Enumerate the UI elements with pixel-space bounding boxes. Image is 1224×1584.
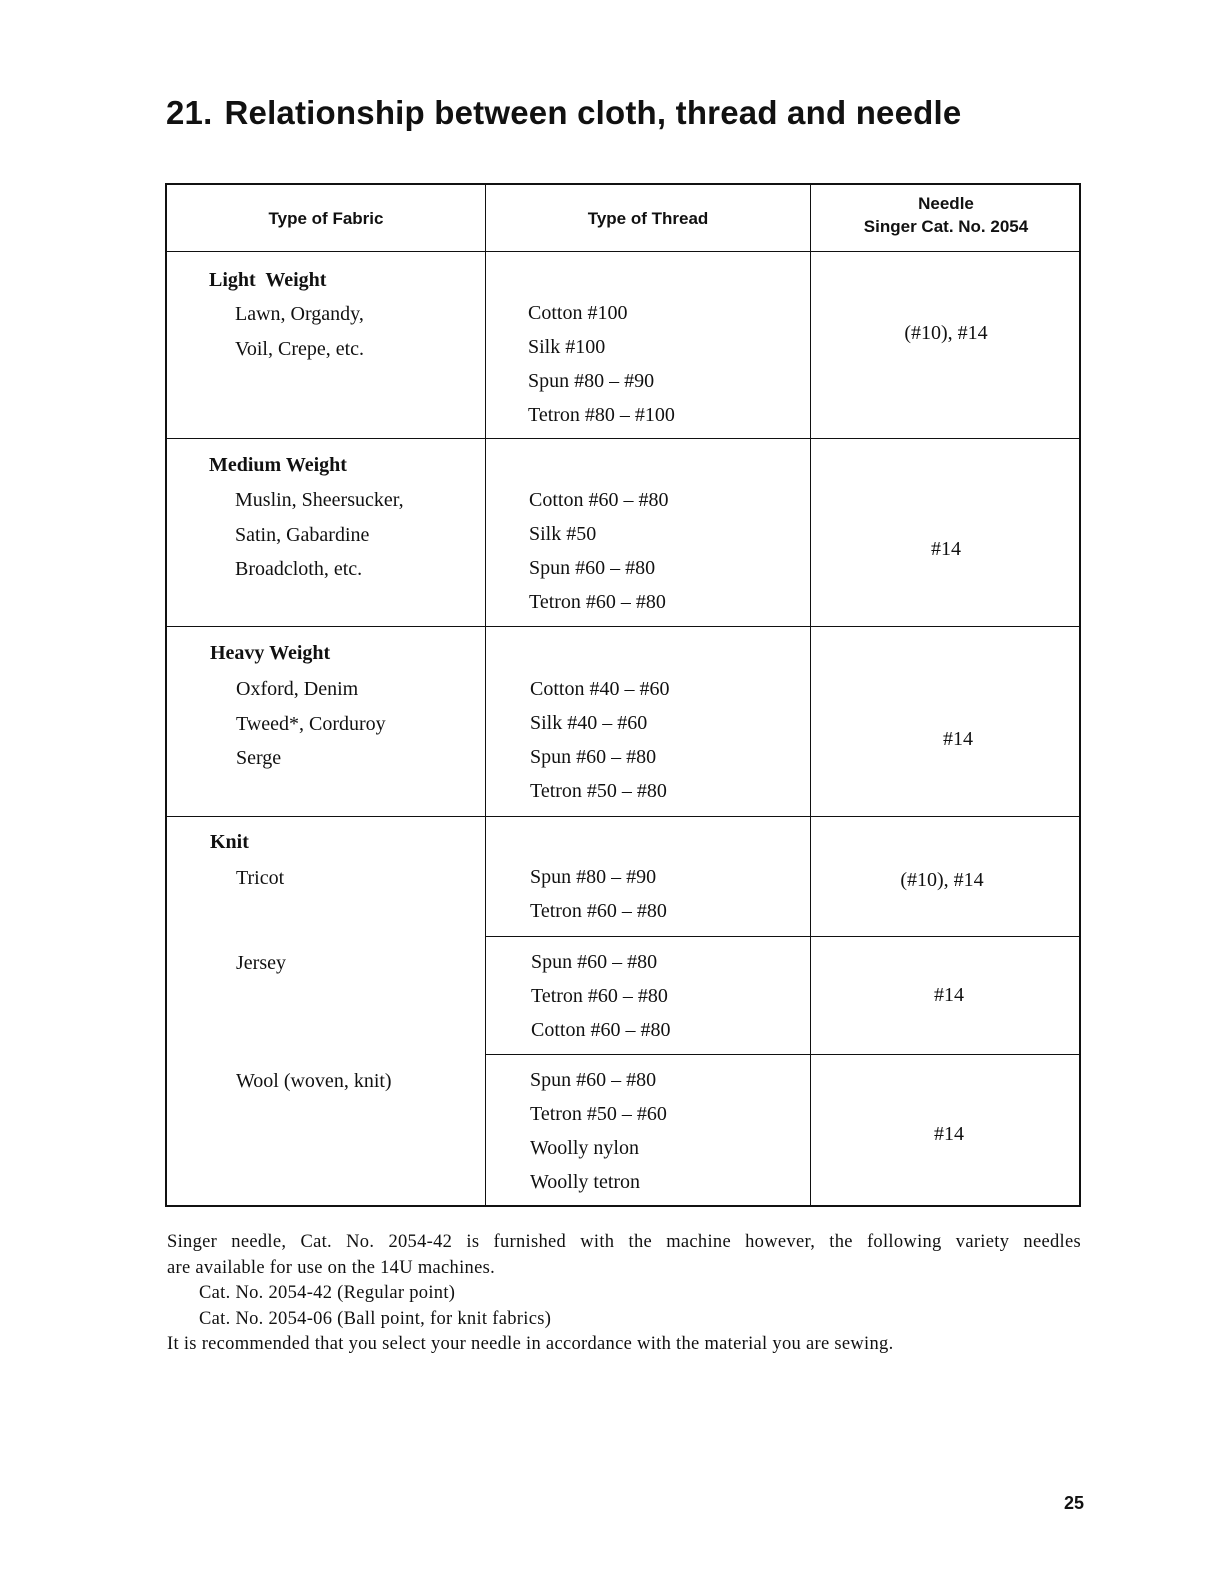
needle-size: #14 <box>934 1123 964 1145</box>
note-line: are available for use on the 14U machines. <box>167 1257 496 1278</box>
category-medium-weight: Medium Weight <box>209 454 347 476</box>
fabric-list: Lawn, Organdy, Voil, Crepe, etc. <box>235 303 365 360</box>
header-needle: Needle Singer Cat. No. 2054 <box>863 194 1029 236</box>
thread-list: Spun #60 – #80 Tetron #60 – #80 Cotton #60 – #80 <box>531 951 671 1041</box>
thread-list: Cotton #60 – #80 Silk #50 Spun #60 – #80 Tetron #60 – #80 <box>529 489 669 613</box>
needle-size: (#10), #14 <box>904 322 988 344</box>
header-divider <box>167 251 1079 252</box>
note-line: Singer needle, Cat. No. 2054-42 is furnished with the machine however, the following variety needles <box>167 1232 1081 1252</box>
needle-size: #14 <box>943 728 973 750</box>
note-line: It is recommended that you select your needle in accordance with the material you are sewing. <box>167 1334 894 1354</box>
thread-list: Spun #80 – #90 Tetron #60 – #80 <box>530 866 667 922</box>
page-number: 25 <box>1064 1493 1085 1513</box>
column-divider <box>485 185 486 1205</box>
fabric-tricot: Tricot <box>236 867 285 889</box>
category-heavy-weight: Heavy Weight <box>210 642 331 664</box>
row-divider <box>486 936 1079 937</box>
header-fabric: Type of Fabric <box>268 209 384 228</box>
row-divider <box>167 438 1079 439</box>
note-line: Cat. No. 2054-06 (Ball point, for knit fabrics) <box>199 1308 552 1329</box>
header-thread: Type of Thread <box>587 209 709 228</box>
fabric-list: Muslin, Sheersucker, Satin, Gabardine Broadcloth, etc. <box>235 489 404 580</box>
note-line: Cat. No. 2054-42 (Regular point) <box>199 1283 456 1303</box>
row-divider <box>167 626 1079 627</box>
needle-size: #14 <box>931 538 961 560</box>
thread-list: Spun #60 – #80 Tetron #50 – #60 Woolly nylon Woolly tetron <box>530 1069 667 1193</box>
needle-size: (#10), #14 <box>900 869 984 891</box>
category-knit: Knit <box>210 831 249 853</box>
row-divider <box>486 1054 1079 1055</box>
thread-list: Cotton #40 – #60 Silk #40 – #60 Spun #60 – #80 Tetron #50 – #80 <box>530 678 670 802</box>
fabric-list: Oxford, Denim Tweed*, Corduroy Serge <box>236 678 386 769</box>
section-number: 21. <box>166 94 213 131</box>
fabric-jersey: Jersey <box>236 952 286 974</box>
fabric-wool: Wool (woven, knit) <box>236 1070 392 1092</box>
fabric-thread-needle-table <box>165 183 1081 1207</box>
section-title: Relationship between cloth, thread and needle <box>224 94 962 131</box>
page-title <box>166 94 961 132</box>
needle-size: #14 <box>934 984 964 1006</box>
category-light-weight: Light Weight <box>209 269 327 291</box>
thread-list: Cotton #100 Silk #100 Spun #80 – #90 Tetron #80 – #100 <box>528 302 675 426</box>
notes <box>167 1230 1081 1358</box>
row-divider <box>167 816 1079 817</box>
